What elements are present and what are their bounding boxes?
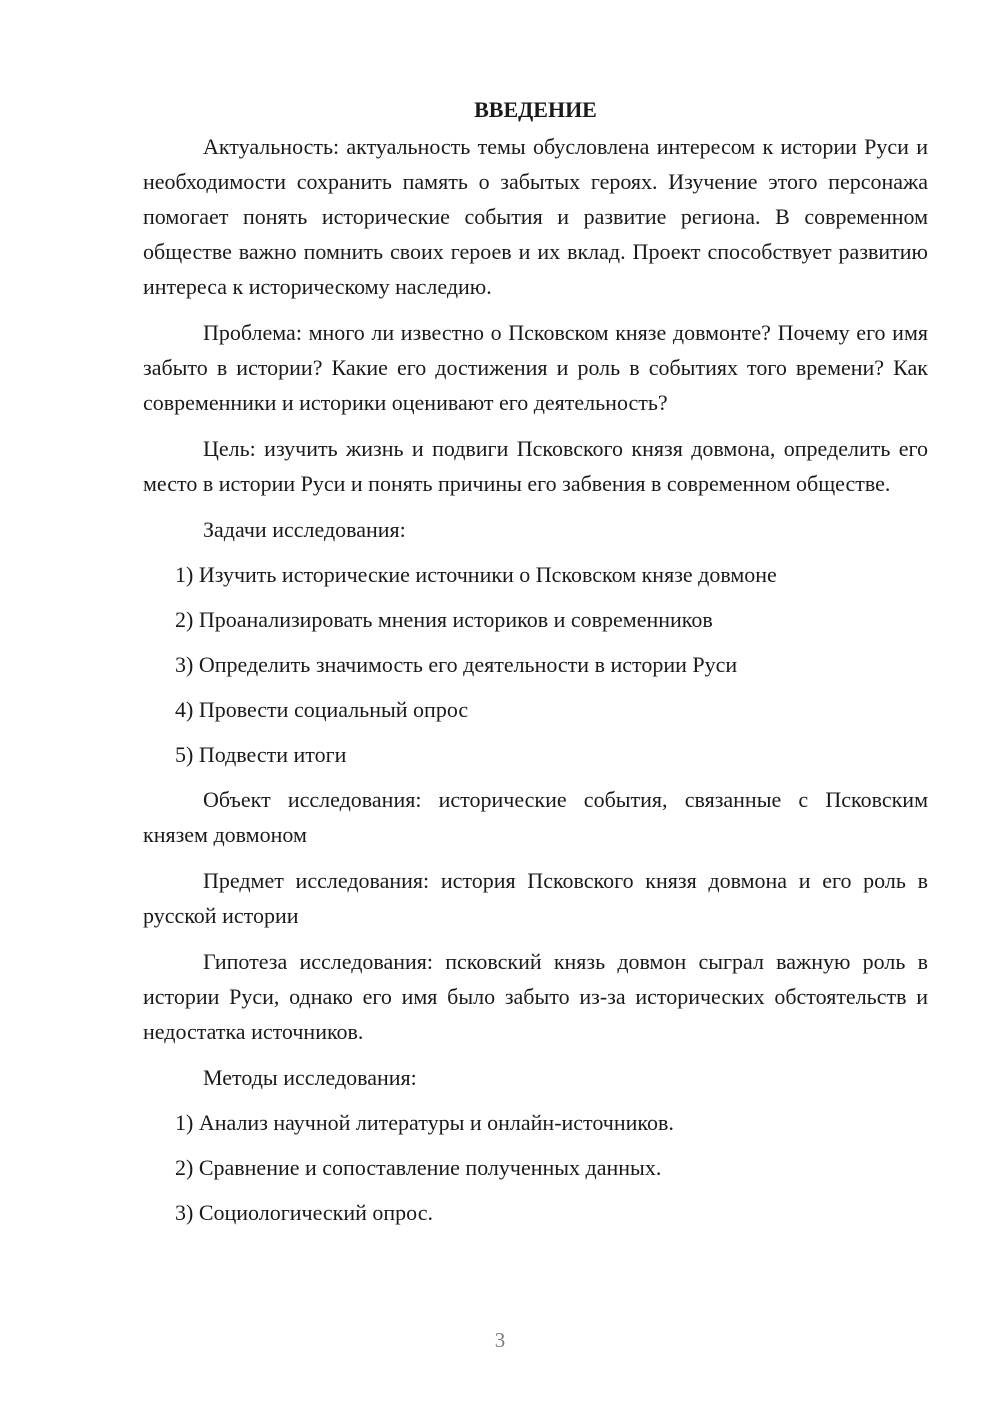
hypothesis-paragraph: Гипотеза исследования: псковский князь довмон сыграл важную роль в истории Руси, однако его имя было забыто из-за исторических обстоятельств и недостатка источников. bbox=[143, 949, 928, 1044]
page-number: 3 bbox=[494, 1328, 506, 1352]
list-item: 4) Провести социальный опрос bbox=[175, 697, 469, 722]
tasks-list bbox=[143, 557, 928, 772]
list-item: 2) Проанализировать мнения историков и современников bbox=[175, 607, 713, 632]
document-body bbox=[143, 92, 928, 1240]
tasks-heading: Задачи исследования: bbox=[203, 517, 406, 542]
relevance-paragraph: Актуальность: актуальность темы обусловлена интересом к истории Руси и необходимости сохранить память о забытых героях. Изучение этого персонажа помогает понять исторические события и развитие региона. В современном обществе важно помнить своих героев и их вклад. Проект способствует развитию интереса к историческому наследию. bbox=[143, 134, 928, 299]
page-title: ВВЕДЕНИЕ bbox=[474, 97, 597, 122]
list-item: 5) Подвести итоги bbox=[175, 742, 347, 767]
object-paragraph: Объект исследования: исторические события, связанные с Псковским князем довмоном bbox=[143, 787, 928, 847]
list-item: 1) Анализ научной литературы и онлайн-источников. bbox=[175, 1110, 674, 1135]
list-item: 1) Изучить исторические источники о Псковском князе довмоне bbox=[175, 562, 777, 587]
goal-paragraph: Цель: изучить жизнь и подвиги Псковского князя довмона, определить его место в истории Руси и понять причины его забвения в современном обществе. bbox=[143, 436, 928, 496]
problem-paragraph: Проблема: много ли известно о Псковском князе довмонте? Почему его имя забыто в истории? Какие его достижения и роль в событиях того времени? Как современники и историки оценивают его деятельность? bbox=[143, 320, 928, 415]
list-item: 2) Сравнение и сопоставление полученных данных. bbox=[175, 1155, 662, 1180]
methods-list bbox=[143, 1105, 928, 1230]
list-item: 3) Определить значимость его деятельности в истории Руси bbox=[175, 652, 738, 677]
methods-heading: Методы исследования: bbox=[203, 1065, 417, 1090]
list-item: 3) Социологический опрос. bbox=[175, 1200, 433, 1225]
subject-paragraph: Предмет исследования: история Псковского князя довмона и его роль в русской истории bbox=[143, 868, 928, 928]
